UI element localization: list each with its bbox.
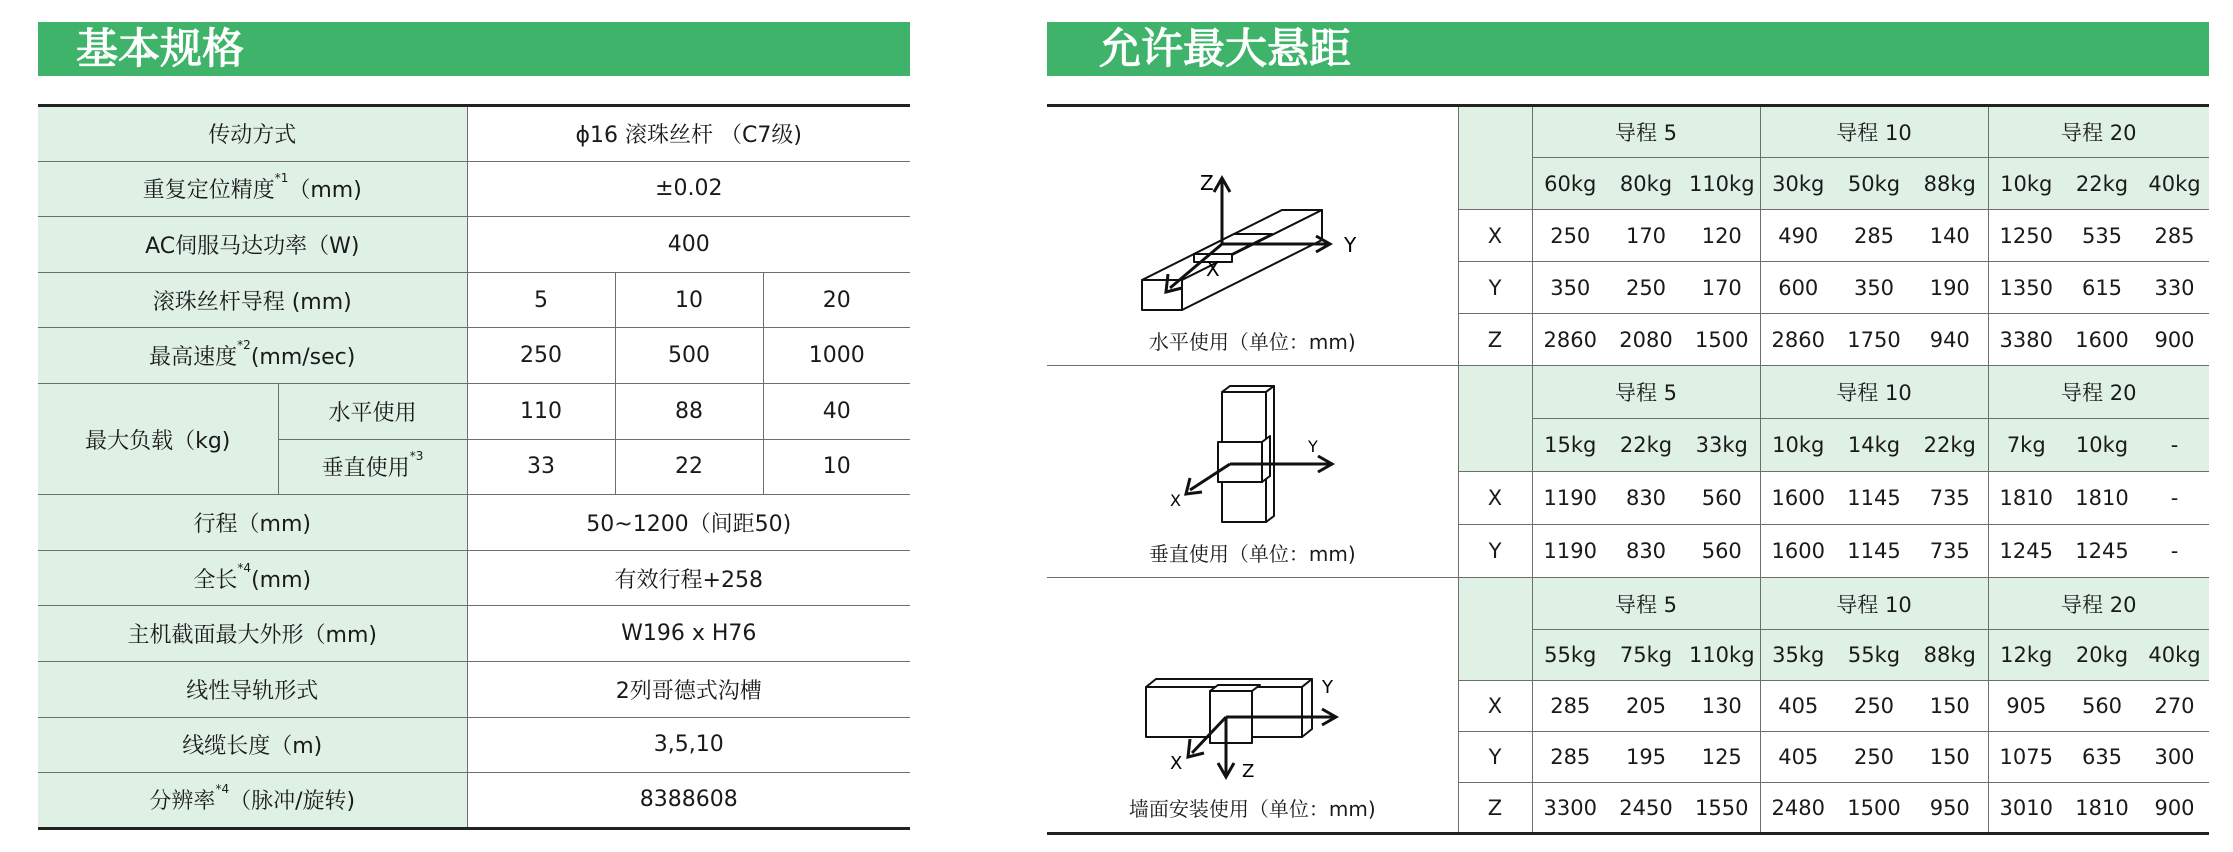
overhang-value: 1500 (1836, 783, 1912, 834)
overhang-value: 250 (1532, 210, 1608, 262)
overhang-value: 190 (1912, 262, 1988, 314)
overhang-value: 1600 (2064, 314, 2140, 366)
load-header: 12kg (1988, 630, 2064, 681)
table-row (38, 606, 910, 662)
load-header: 15kg (1532, 419, 1608, 472)
row-label: 主机截面最大外形（mm) (38, 606, 467, 662)
overhang-table (1047, 104, 2209, 835)
load-header: 88kg (1912, 630, 1988, 681)
wall-mount-figure (1122, 657, 1382, 787)
overhang-value: 2860 (1760, 314, 1836, 366)
overhang-value: 1600 (1760, 525, 1836, 578)
row-value: 250 (467, 328, 615, 384)
axis-label: X (1458, 472, 1532, 525)
table-row (38, 217, 910, 273)
row-sublabel: 垂直使用$^{*3}$ (278, 439, 467, 495)
overhang-value: 1250 (1988, 210, 2064, 262)
row-label: 重复定位精度$^{*1}$（mm) (38, 161, 467, 217)
overhang-value: 2480 (1760, 783, 1836, 834)
lead-header: 导程 20 (1988, 106, 2209, 158)
vertical-mount-figure (1122, 382, 1382, 532)
figure-caption: 墙面安装使用（单位：mm) (1128, 797, 1376, 821)
overhang-value: 830 (1608, 472, 1684, 525)
axis-header-blank (1458, 106, 1532, 210)
row-label: 传动方式 (38, 106, 467, 162)
table-row (38, 272, 910, 328)
overhang-value: 140 (1912, 210, 1988, 262)
lead-header: 导程 5 (1532, 106, 1760, 158)
overhang-value: 560 (2064, 681, 2140, 732)
row-value: 10 (615, 272, 763, 328)
overhang-value: 3010 (1988, 783, 2064, 834)
figure-caption: 垂直使用（单位：mm) (1148, 542, 1356, 566)
table-row (1047, 366, 2209, 419)
axis-label-x: X (1206, 257, 1220, 281)
overhang-value: 170 (1608, 210, 1684, 262)
table-row (38, 717, 910, 773)
axis-label-z: Z (1200, 171, 1214, 195)
table-row (38, 773, 910, 829)
section-title-basic-specs: 基本规格 (38, 22, 910, 76)
load-header: 10kg (1988, 158, 2064, 210)
row-label: 全长$^{*4}$(mm) (38, 550, 467, 606)
axis-label: Z (1458, 783, 1532, 834)
axis-label: Y (1458, 525, 1532, 578)
overhang-value: 285 (1532, 681, 1608, 732)
overhang-value: 490 (1760, 210, 1836, 262)
overhang-value: 285 (1836, 210, 1912, 262)
row-label: 分辨率$^{*4}$（脉冲/旋转) (38, 773, 467, 829)
axis-label-z: Z (1242, 761, 1255, 782)
row-value: 20 (763, 272, 910, 328)
axis-header-blank (1458, 366, 1532, 472)
overhang-value: 405 (1760, 732, 1836, 783)
load-header: 22kg (2064, 158, 2140, 210)
section-title-max-overhang: 允许最大悬距 (1047, 22, 2209, 76)
overhang-value: 150 (1912, 681, 1988, 732)
overhang-value: 150 (1912, 732, 1988, 783)
axis-label-y: Y (1308, 437, 1319, 456)
overhang-value: 1145 (1836, 525, 1912, 578)
load-header: 10kg (1760, 419, 1836, 472)
overhang-value: 2860 (1532, 314, 1608, 366)
overhang-value: 735 (1912, 472, 1988, 525)
overhang-value: 3300 (1532, 783, 1608, 834)
overhang-value: 635 (2064, 732, 2140, 783)
load-header: 40kg (2140, 158, 2209, 210)
load-header: 55kg (1836, 630, 1912, 681)
axis-label: Y (1458, 262, 1532, 314)
overhang-value: 560 (1684, 472, 1760, 525)
table-row (1047, 578, 2209, 630)
figure-wall (1047, 578, 1458, 834)
load-header: 88kg (1912, 158, 1988, 210)
overhang-value: 1245 (2064, 525, 2140, 578)
overhang-value: 405 (1760, 681, 1836, 732)
overhang-value: 1750 (1836, 314, 1912, 366)
overhang-value: 330 (2140, 262, 2209, 314)
load-header: 80kg (1608, 158, 1684, 210)
load-header: 14kg (1836, 419, 1912, 472)
table-row (38, 161, 910, 217)
overhang-value: 300 (2140, 732, 2209, 783)
overhang-value: 1810 (2064, 783, 2140, 834)
axis-label-x: X (1170, 753, 1183, 774)
row-value: 22 (615, 439, 763, 495)
overhang-value: 1810 (2064, 472, 2140, 525)
axis-label: X (1458, 210, 1532, 262)
lead-header: 导程 20 (1988, 366, 2209, 419)
overhang-value: 535 (2064, 210, 2140, 262)
row-value: 有效行程+258 (467, 550, 910, 606)
axis-label: Z (1458, 314, 1532, 366)
overhang-value: 2080 (1608, 314, 1684, 366)
axis-label: Y (1458, 732, 1532, 783)
figure-caption: 水平使用（单位：mm) (1148, 330, 1356, 354)
overhang-value: - (2140, 525, 2209, 578)
load-header: 50kg (1836, 158, 1912, 210)
figure-vertical (1047, 366, 1458, 578)
overhang-value: 250 (1836, 681, 1912, 732)
overhang-value: 285 (1532, 732, 1608, 783)
overhang-value: 250 (1836, 732, 1912, 783)
overhang-value: 900 (2140, 783, 2209, 834)
row-value: 110 (467, 383, 615, 439)
overhang-value: 1500 (1684, 314, 1760, 366)
overhang-value: 1245 (1988, 525, 2064, 578)
row-value: 400 (467, 217, 910, 273)
table-row (38, 328, 910, 384)
overhang-value: 285 (2140, 210, 2209, 262)
axis-header-blank (1458, 578, 1532, 681)
figure-horizontal (1047, 106, 1458, 366)
overhang-value: 1350 (1988, 262, 2064, 314)
overhang-value: 615 (2064, 262, 2140, 314)
lead-header: 导程 10 (1760, 366, 1988, 419)
load-header: 7kg (1988, 419, 2064, 472)
axis-label: X (1458, 681, 1532, 732)
axis-label-y: Y (1322, 677, 1334, 698)
table-row (38, 383, 910, 439)
row-value: W196 x H76 (467, 606, 910, 662)
load-header: - (2140, 419, 2209, 472)
overhang-value: 1145 (1836, 472, 1912, 525)
table-row (38, 106, 910, 162)
load-header: 40kg (2140, 630, 2209, 681)
row-value: ϕ16 滚珠丝杆 （C7级) (467, 106, 910, 162)
load-header: 33kg (1684, 419, 1760, 472)
lead-header: 导程 10 (1760, 578, 1988, 630)
axis-label-y: Y (1344, 233, 1357, 257)
table-row (38, 550, 910, 606)
row-label: 滚珠丝杆导程 (mm) (38, 272, 467, 328)
overhang-value: 3380 (1988, 314, 2064, 366)
row-label: 行程（mm) (38, 495, 467, 551)
row-value: 2列哥德式沟槽 (467, 661, 910, 717)
overhang-value: 950 (1912, 783, 1988, 834)
load-header: 10kg (2064, 419, 2140, 472)
overhang-value: 1190 (1532, 472, 1608, 525)
row-value: 10 (763, 439, 910, 495)
overhang-value: 350 (1836, 262, 1912, 314)
row-sublabel: 水平使用 (278, 383, 467, 439)
table-row (1047, 106, 2209, 158)
overhang-value: 735 (1912, 525, 1988, 578)
row-value: ±0.02 (467, 161, 910, 217)
lead-header: 导程 5 (1532, 578, 1760, 630)
load-header: 35kg (1760, 630, 1836, 681)
row-label: 最高速度$^{*2}$(mm/sec) (38, 328, 467, 384)
row-value: 5 (467, 272, 615, 328)
overhang-value: 1550 (1684, 783, 1760, 834)
table-row (38, 495, 910, 551)
overhang-value: 560 (1684, 525, 1760, 578)
overhang-value: 270 (2140, 681, 2209, 732)
row-label: 最大负载（kg) (38, 383, 278, 494)
row-value: 50~1200（间距50) (467, 495, 910, 551)
overhang-value: 170 (1684, 262, 1760, 314)
overhang-value: 2450 (1608, 783, 1684, 834)
overhang-value: 250 (1608, 262, 1684, 314)
overhang-value: 600 (1760, 262, 1836, 314)
lead-header: 导程 20 (1988, 578, 2209, 630)
overhang-value: - (2140, 472, 2209, 525)
overhang-value: 130 (1684, 681, 1760, 732)
overhang-value: 830 (1608, 525, 1684, 578)
overhang-value: 120 (1684, 210, 1760, 262)
load-header: 110kg (1684, 158, 1760, 210)
spec-table (38, 104, 910, 830)
overhang-value: 900 (2140, 314, 2209, 366)
overhang-value: 125 (1684, 732, 1760, 783)
row-value: 88 (615, 383, 763, 439)
row-value: 33 (467, 439, 615, 495)
overhang-value: 1075 (1988, 732, 2064, 783)
load-header: 60kg (1532, 158, 1608, 210)
row-value: 1000 (763, 328, 910, 384)
overhang-value: 195 (1608, 732, 1684, 783)
horizontal-mount-figure (1122, 170, 1382, 320)
overhang-value: 350 (1532, 262, 1608, 314)
overhang-value: 940 (1912, 314, 1988, 366)
table-row (38, 661, 910, 717)
load-header: 22kg (1912, 419, 1988, 472)
lead-header: 导程 5 (1532, 366, 1760, 419)
load-header: 30kg (1760, 158, 1836, 210)
load-header: 75kg (1608, 630, 1684, 681)
load-header: 55kg (1532, 630, 1608, 681)
overhang-value: 205 (1608, 681, 1684, 732)
row-label: AC伺服马达功率（W) (38, 217, 467, 273)
row-value: 500 (615, 328, 763, 384)
load-header: 22kg (1608, 419, 1684, 472)
load-header: 20kg (2064, 630, 2140, 681)
overhang-value: 1190 (1532, 525, 1608, 578)
load-header: 110kg (1684, 630, 1760, 681)
overhang-value: 1600 (1760, 472, 1836, 525)
lead-header: 导程 10 (1760, 106, 1988, 158)
row-value: 8388608 (467, 773, 910, 829)
row-value: 40 (763, 383, 910, 439)
overhang-value: 1810 (1988, 472, 2064, 525)
row-value: 3,5,10 (467, 717, 910, 773)
row-label: 线性导轨形式 (38, 661, 467, 717)
row-label: 线缆长度（m) (38, 717, 467, 773)
axis-label-x: X (1170, 491, 1182, 510)
overhang-value: 905 (1988, 681, 2064, 732)
